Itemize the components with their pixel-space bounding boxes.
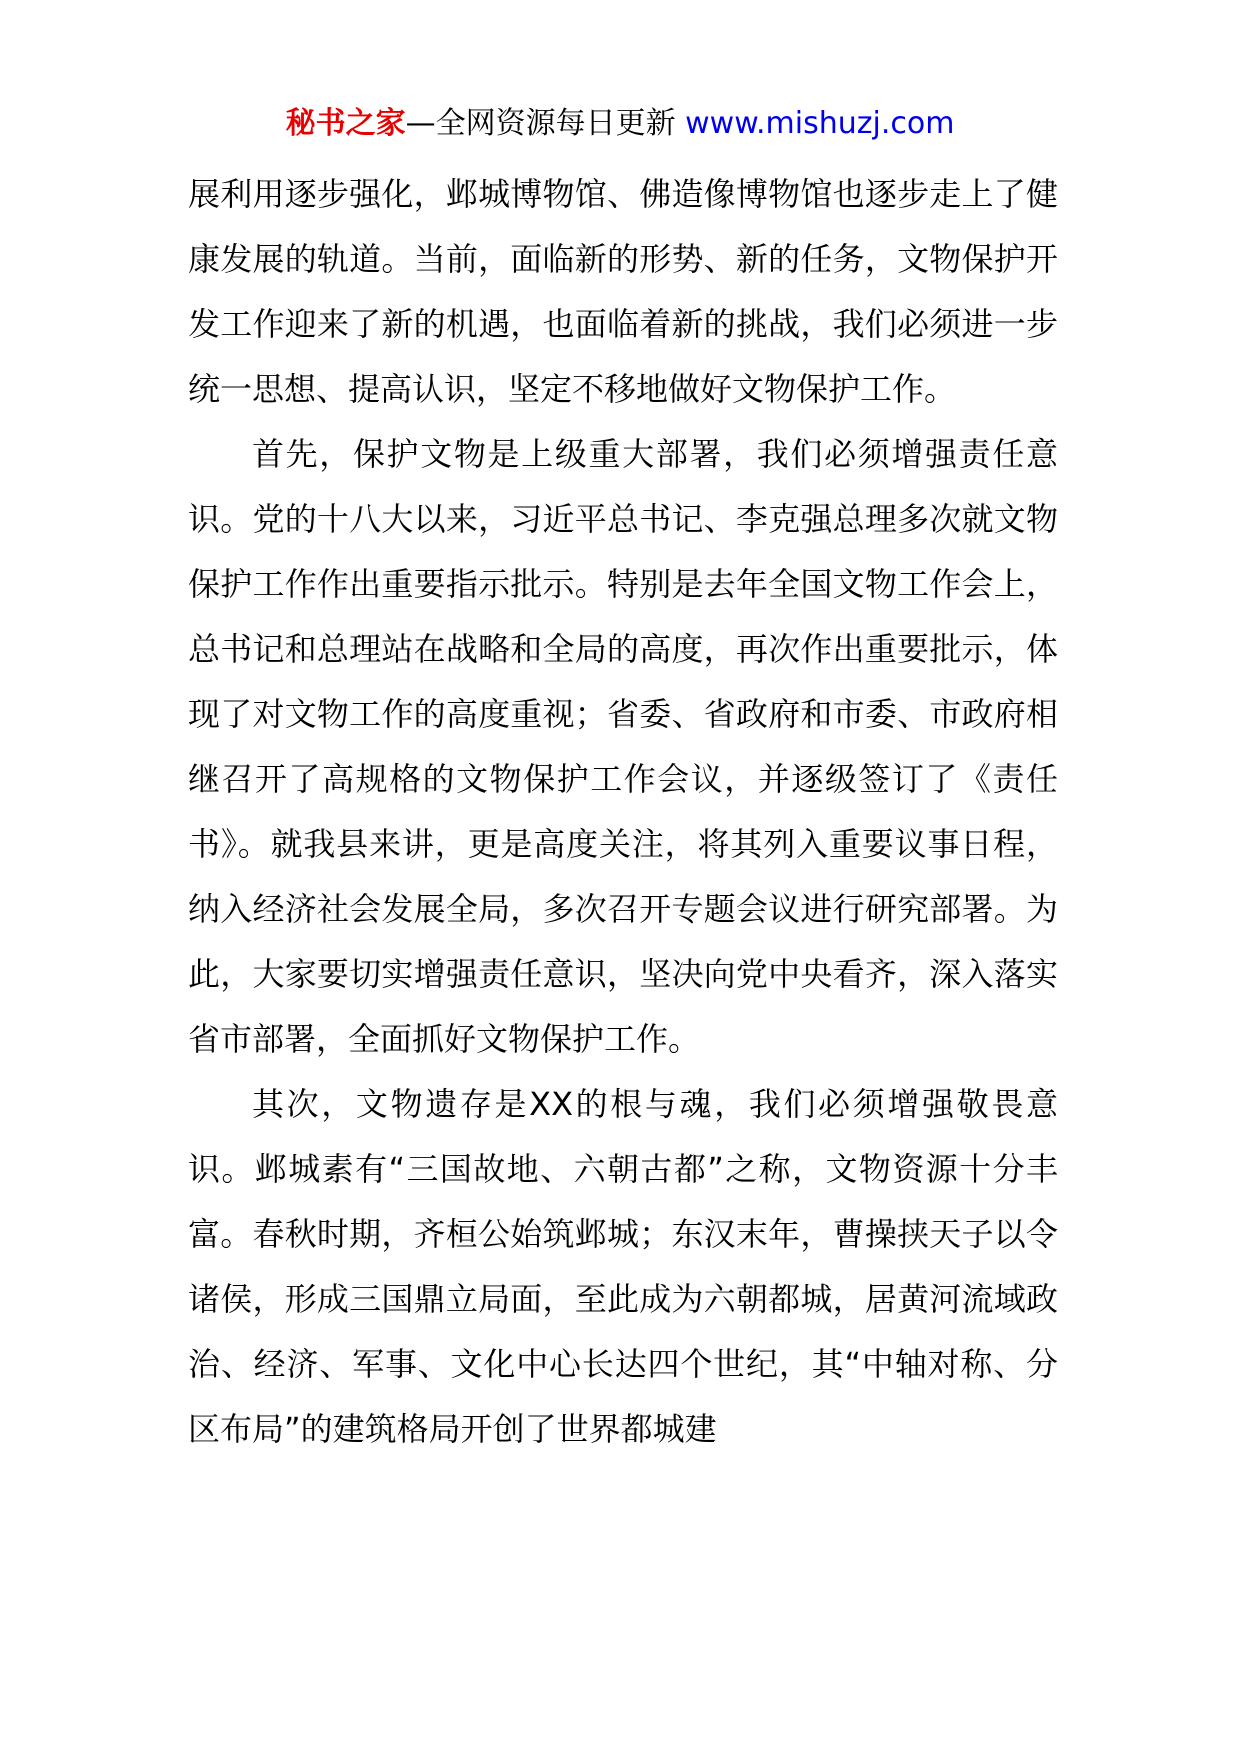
site-url-link[interactable]: www.mishuzj.com (685, 106, 955, 141)
paragraph-first-point: 首先，保护文物是上级重大部署，我们必须增强责任意识。党的十八大以来，习近平总书记、李克强总理多次就文物保护工作作出重要指示批示。特别是去年全国文物工作会上，总书记和总理站在战略和全局的高度，再次作出重要批示，体现了对文物工作的高度重视；省委、省政府和市委、市政府相继召开了高规格的文物保护工作会议，并逐级签订了《责任书》。就我县来讲，更是高度关注，将其列入重要议事日程，纳入经济社会发展全局，多次召开专题会议进行研究部署。为此，大家要切实增强责任意识，坚决向党中央看齐，深入落实省市部署，全面抓好文物保护工作。 (188, 435, 1058, 1058)
site-tagline: —全网资源每日更新 (405, 106, 686, 141)
document-body (188, 162, 1058, 1462)
site-header (0, 104, 1240, 144)
paragraph-continued: 展利用逐步强化，邺城博物馆、佛造像博物馆也逐步走上了健康发展的轨道。当前，面临新的形势、新的任务，文物保护开发工作迎来了新的机遇，也面临着新的挑战，我们必须进一步统一思想、提高认识，坚定不移地做好文物保护工作。 (188, 175, 1058, 408)
paragraph-second-point: 其次，文物遗存是XX的根与魂，我们必须增强敬畏意识。邺城素有“三国故地、六朝古都”之称，文物资源十分丰富。春秋时期，齐桓公始筑邺城；东汉末年，曹操挟天子以令诸侯，形成三国鼎立局面，至此成为六朝都城，居黄河流域政治、经济、军事、文化中心长达四个世纪，其“中轴对称、分区布局”的建筑格局开创了世界都城建 (188, 1085, 1058, 1448)
site-brand: 秘书之家 (285, 106, 406, 141)
